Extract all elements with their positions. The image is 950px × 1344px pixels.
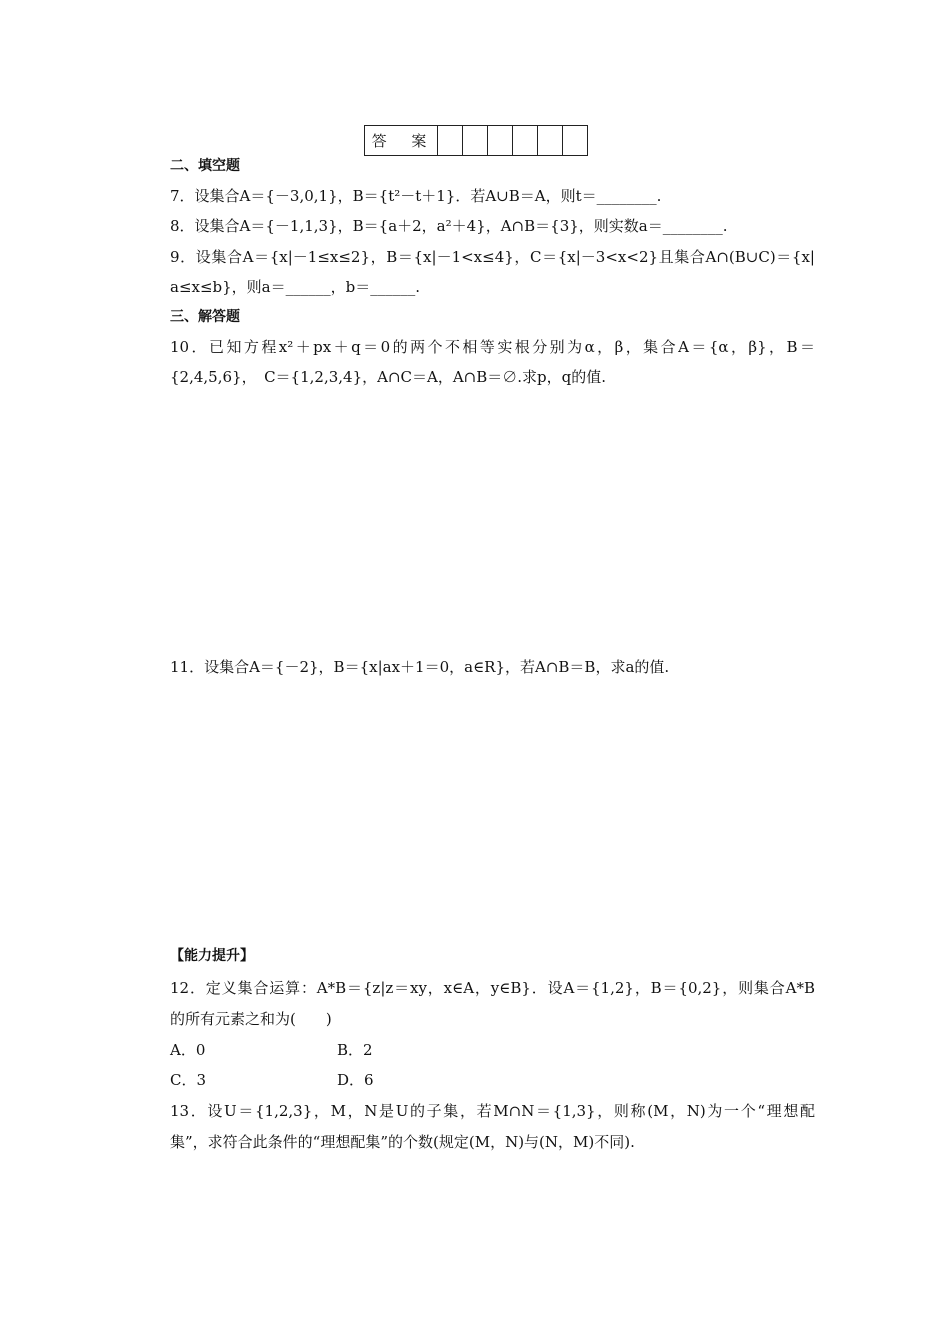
question-7: 7．设集合A＝{－3,0,1}，B＝{t²－t＋1}．若A∪B＝A，则t＝________.	[170, 187, 662, 205]
option-d: D．6	[337, 1071, 374, 1089]
answer-box	[364, 125, 588, 156]
question-11: 11．设集合A＝{－2}，B＝{x|ax＋1＝0，a∈R}，若A∩B＝B，求a的值.	[170, 658, 670, 676]
question-8: 8．设集合A＝{－1,1,3}，B＝{a＋2，a²＋4}，A∩B＝{3}，则实数a＝________.	[170, 217, 728, 235]
answer-cell	[488, 126, 513, 156]
option-a: A．0	[170, 1041, 206, 1059]
question-10-line-1: 10．已知方程x²＋px＋q＝0的两个不相等实根分别为α，β，集合A＝{α，β}，B＝	[170, 338, 815, 356]
question-13-line-1: 13．设U＝{1,2,3}，M，N是U的子集，若M∩N＝{1,3}，则称(M，N)为一个“理想配	[170, 1102, 815, 1120]
option-b: B．2	[337, 1041, 373, 1059]
question-9-line-1: 9．设集合A＝{x|－1≤x≤2}，B＝{x|－1<x≤4}，C＝{x|－3<x<2}且集合A∩(B∪C)＝{x|	[170, 248, 815, 266]
option-c: C．3	[170, 1071, 207, 1089]
question-12-line-2: 的所有元素之和为( )	[170, 1010, 332, 1028]
section-heading-solve: 三、解答题	[170, 309, 240, 325]
answer-box-label: 答 案	[365, 126, 438, 156]
answer-cell	[513, 126, 538, 156]
answer-cell	[538, 126, 563, 156]
section-heading-ability: 【能力提升】	[170, 948, 254, 964]
section-heading-fill-in: 二、填空题	[170, 158, 240, 174]
question-9-line-2: a≤x≤b}，则a＝______，b＝______.	[170, 278, 420, 296]
question-10-line-2: {2,4,5,6}， C＝{1,2,3,4}，A∩C＝A，A∩B＝∅.求p，q的值.	[170, 368, 606, 386]
question-12-line-1: 12．定义集合运算：A*B＝{z|z＝xy，x∈A，y∈B}．设A＝{1,2}，B＝{0,2}，则集合A*B	[170, 979, 815, 997]
answer-cell	[463, 126, 488, 156]
answer-cell	[438, 126, 463, 156]
question-13-line-2: 集”，求符合此条件的“理想配集”的个数(规定(M，N)与(N，M)不同).	[170, 1133, 635, 1151]
answer-cell	[563, 126, 588, 156]
